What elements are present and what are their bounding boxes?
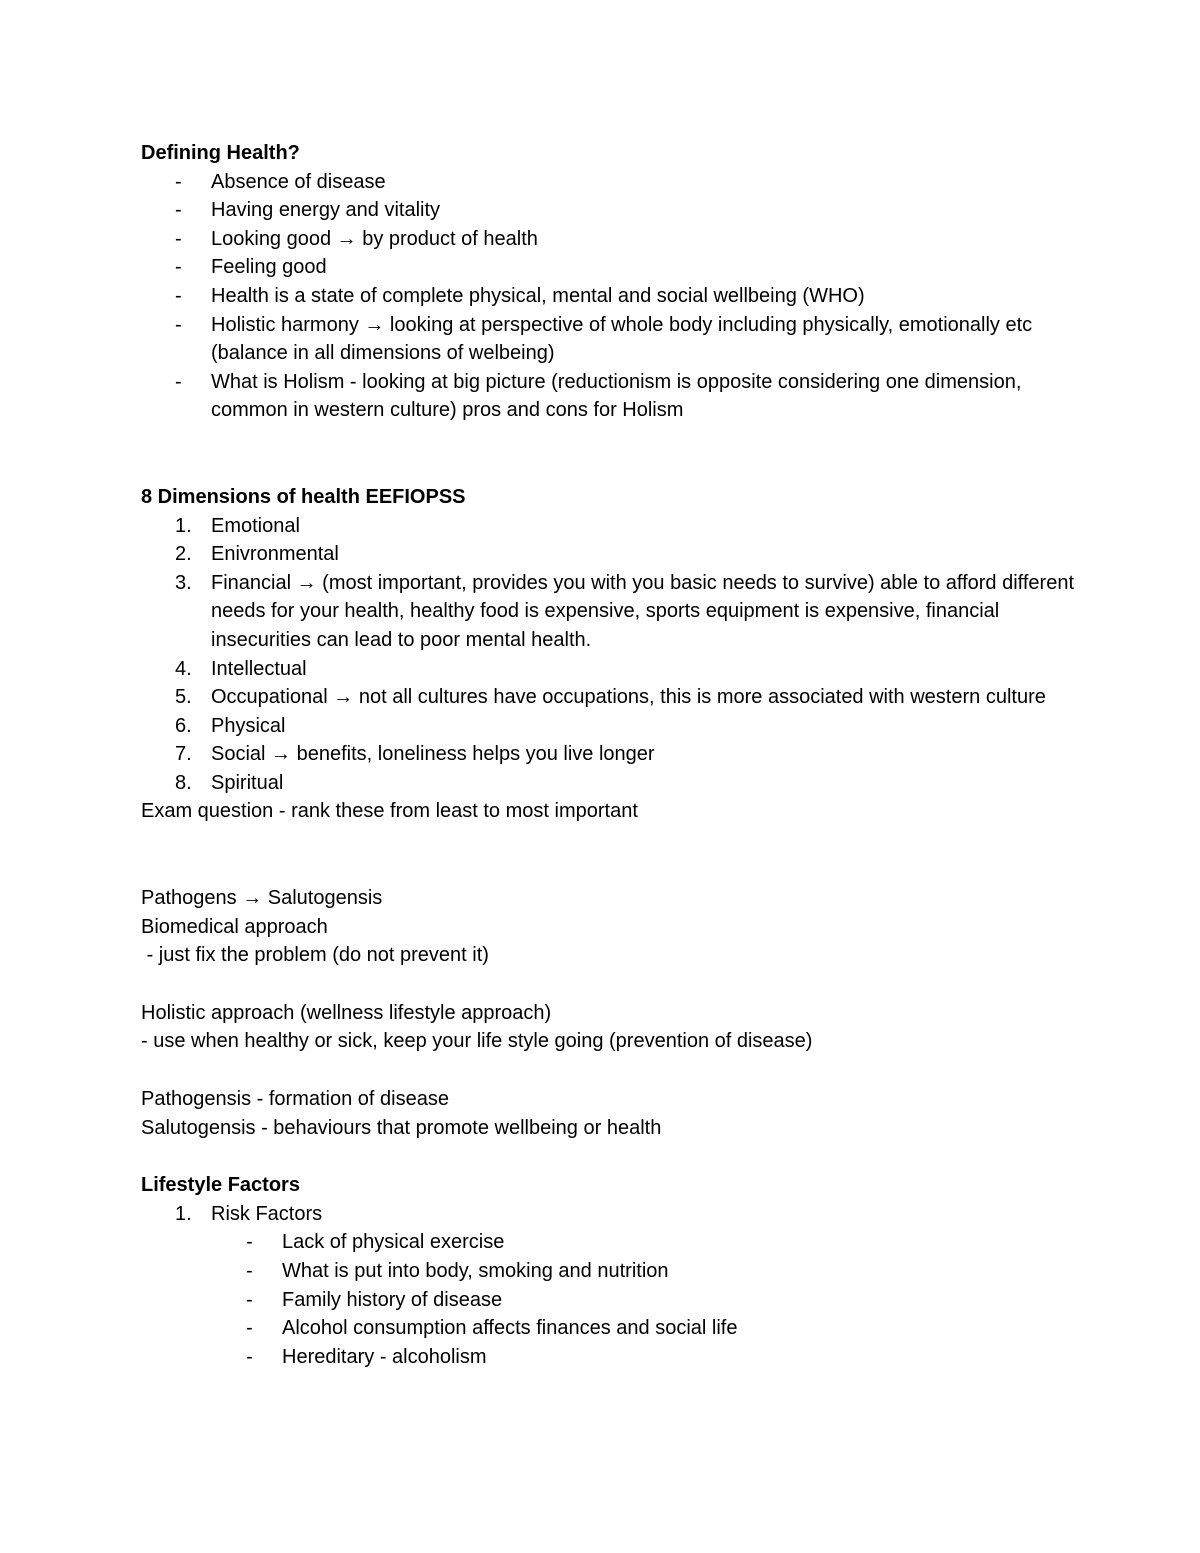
list-item: - What is put into body, smoking and nutrition [141, 1257, 1081, 1286]
number-marker: 3. [175, 571, 192, 594]
spacer [141, 425, 1081, 483]
risk-factors-list [141, 1228, 1081, 1371]
biomedical-detail-line: - just fix the problem (do not prevent it) [141, 944, 489, 967]
salutogensis-line: Salutogensis - behaviours that promote wellbeing or health [141, 1116, 662, 1139]
spacer [141, 1056, 1081, 1085]
section-heading-defining-health: Defining Health? [141, 142, 300, 164]
dash-marker: - [246, 1345, 253, 1368]
number-marker: 7. [175, 743, 192, 766]
dimensions-list [141, 512, 1081, 798]
number-marker: 5. [175, 686, 192, 709]
biomedical-approach-line: Biomedical approach [141, 915, 328, 938]
dash-marker: - [175, 199, 182, 222]
number-marker: 1. [175, 1202, 192, 1225]
document-page [141, 139, 1081, 1371]
list-item: 2. Enivronmental [141, 540, 1081, 569]
list-item: - Hereditary - alcoholism [141, 1343, 1081, 1372]
number-marker: 4. [175, 657, 192, 680]
list-item: 1. Risk Factors [141, 1200, 1081, 1229]
list-item: 6. Physical [141, 712, 1081, 741]
defining-health-list [141, 168, 1081, 425]
holistic-approach-line: Holistic approach (wellness lifestyle approach) [141, 1001, 552, 1024]
list-item: 4. Intellectual [141, 655, 1081, 684]
list-item: - Feeling good [141, 253, 1081, 282]
dash-marker: - [246, 1231, 253, 1254]
dash-marker: - [175, 170, 182, 193]
holistic-detail-line: - use when healthy or sick, keep your life style going (prevention of disease) [141, 1030, 813, 1053]
pathogens-line: Pathogens → Salutogensis [141, 887, 383, 910]
list-item: - Holistic harmony → looking at perspective of whole body including physically, emotionally etc (balance in all dimensions of welbeing) [141, 311, 1081, 368]
dash-marker: - [175, 313, 182, 336]
spacer [141, 826, 1081, 884]
list-item: 1. Emotional [141, 512, 1081, 541]
dash-marker: - [246, 1260, 253, 1282]
list-item: - Health is a state of complete physical, mental and social wellbeing (WHO) [141, 282, 1081, 311]
section-heading-lifestyle-factors: Lifestyle Factors [141, 1174, 300, 1197]
spacer [141, 970, 1081, 999]
spacer [141, 1142, 1081, 1171]
section-heading-dimensions: 8 Dimensions of health EEFIOPSS [141, 485, 466, 508]
exam-question-note: Exam question - rank these from least to most important [141, 800, 638, 823]
dash-marker: - [175, 227, 182, 250]
lifestyle-factors-list [141, 1200, 1081, 1229]
list-item: - Alcohol consumption affects finances and social life [141, 1314, 1081, 1343]
list-item: - Absence of disease [141, 168, 1081, 197]
dash-marker: - [246, 1317, 253, 1340]
number-marker: 2. [175, 543, 192, 566]
number-marker: 6. [175, 714, 192, 737]
number-marker: 1. [175, 514, 192, 537]
dash-marker: - [175, 256, 182, 279]
list-item: - Family history of disease [141, 1286, 1081, 1315]
dash-marker: - [175, 284, 182, 307]
list-item: 7. Social → benefits, loneliness helps you live longer [141, 740, 1081, 769]
list-item: - Lack of physical exercise [141, 1228, 1081, 1257]
dash-marker: - [175, 370, 182, 393]
list-item: 3. Financial → (most important, provides you with you basic needs to survive) able to afford different needs for your health, healthy food is expensive, sports equipment is expensive, financial insecurities can lead to poor mental health. [141, 569, 1081, 655]
pathogensis-line: Pathogensis - formation of disease [141, 1088, 449, 1111]
list-item: 5. Occupational → not all cultures have occupations, this is more associated with western culture [141, 683, 1081, 712]
list-item: - Having energy and vitality [141, 196, 1081, 225]
list-item: - What is Holism - looking at big picture (reductionism is opposite considering one dimension, common in western culture) pros and cons for Holism [141, 368, 1081, 425]
list-item: 8. Spiritual [141, 769, 1081, 798]
list-item: - Looking good → by product of health [141, 225, 1081, 254]
dash-marker: - [246, 1288, 253, 1311]
number-marker: 8. [175, 771, 192, 794]
